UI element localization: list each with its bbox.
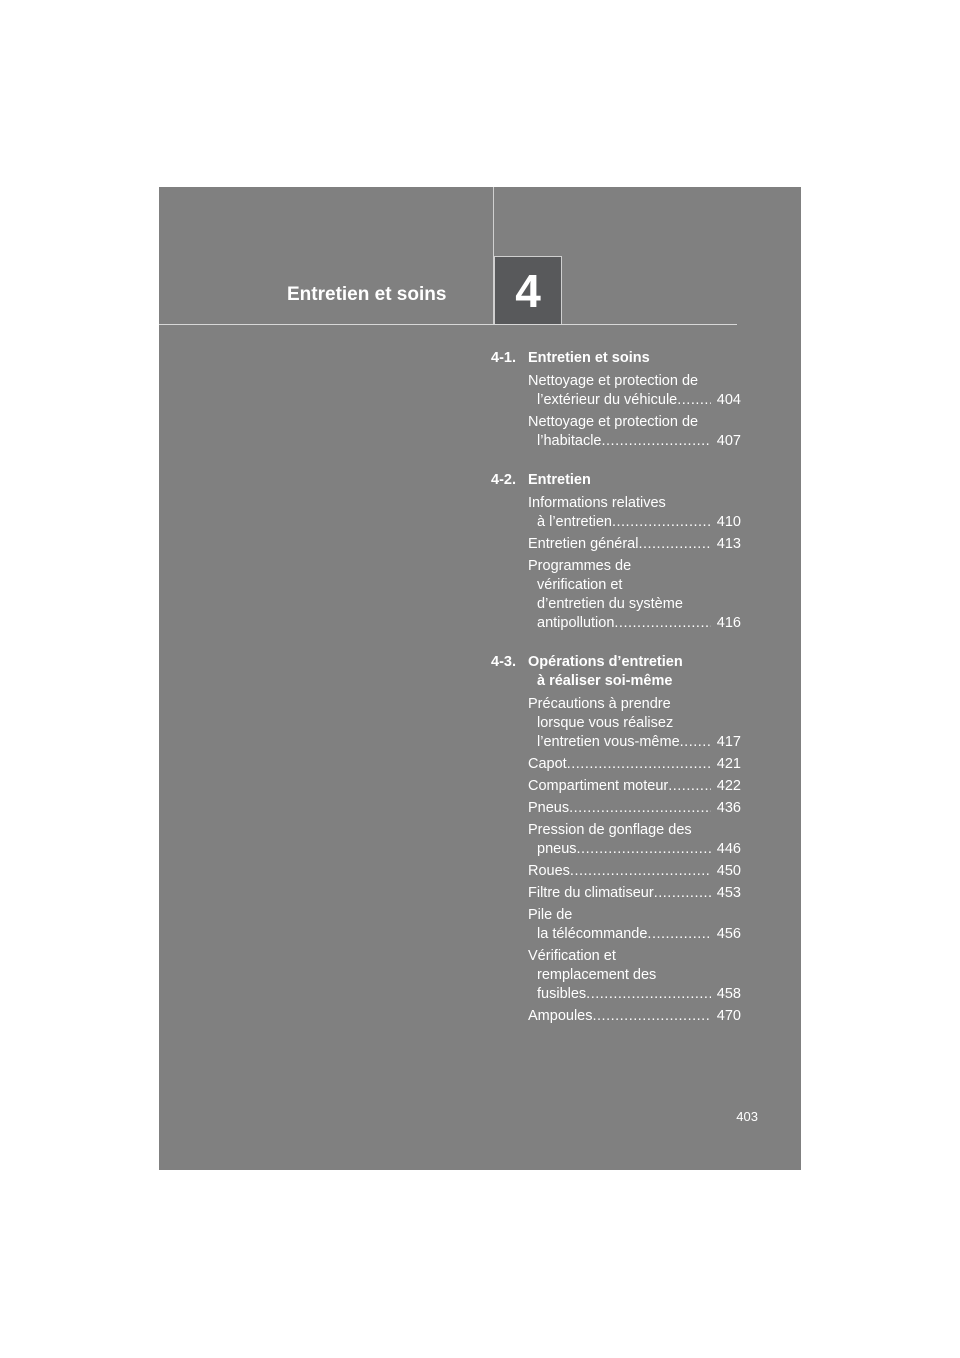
- toc-entry[interactable]: [528, 1007, 741, 1026]
- section-heading[interactable]: [491, 349, 741, 368]
- entry-text-line: l’extérieur du véhicule: [537, 392, 678, 408]
- entry-page-number: 458: [716, 986, 741, 1002]
- entry-text-line: Filtre du climatiseur: [528, 885, 654, 901]
- dot-leader: [569, 799, 711, 818]
- toc-entry[interactable]: [528, 413, 741, 451]
- entry-text-line: Nettoyage et protection de: [528, 373, 699, 389]
- entry-text-line: Compartiment moteur: [528, 778, 669, 794]
- toc-section: [491, 349, 741, 451]
- section-title-line: Opérations d’entretien: [528, 654, 683, 670]
- entry-text-line: vérification et: [537, 577, 623, 593]
- entry-text-line: Roues: [528, 863, 570, 879]
- dot-leader: [647, 925, 711, 944]
- entry-text-line: lorsque vous réalisez: [537, 715, 674, 731]
- toc-entry[interactable]: [528, 777, 741, 796]
- entry-text-line: Pneus: [528, 800, 570, 816]
- chapter-number: 4: [515, 264, 541, 317]
- dot-leader: [567, 755, 711, 774]
- toc-entry[interactable]: [528, 947, 741, 1004]
- entry-page-number: 410: [716, 514, 741, 530]
- entry-text-line: Pile de: [528, 907, 573, 923]
- section-title-line: Entretien et soins: [528, 350, 650, 366]
- divider-horizontal: [159, 324, 737, 325]
- section-title: [528, 471, 741, 490]
- entry-page-number: 470: [716, 1008, 741, 1024]
- entry-page-number: 413: [716, 536, 741, 552]
- section-title-line: Entretien: [528, 472, 591, 488]
- toc-entry[interactable]: [528, 695, 741, 752]
- entry-text-line: Entretien général: [528, 536, 639, 552]
- section-number: 4-3.: [491, 654, 516, 670]
- dot-leader: [638, 535, 711, 554]
- page-number: 403: [736, 1109, 758, 1124]
- entry-page-number: 422: [716, 778, 741, 794]
- entry-page-number: 404: [716, 392, 741, 408]
- entry-text-line: Programmes de: [528, 558, 632, 574]
- dot-leader: [677, 391, 711, 410]
- section-heading[interactable]: [491, 653, 741, 691]
- dot-leader: [680, 733, 711, 752]
- dot-leader: [592, 1007, 711, 1026]
- entry-page-number: 407: [716, 433, 741, 449]
- toc-entry[interactable]: [528, 884, 741, 903]
- toc-entry[interactable]: [528, 557, 741, 633]
- entry-text-line: Nettoyage et protection de: [528, 414, 699, 430]
- section-title-line: à réaliser soi-même: [537, 673, 673, 689]
- entry-page-number: 453: [716, 885, 741, 901]
- dot-leader: [614, 614, 711, 633]
- toc-section: [491, 471, 741, 633]
- dot-leader: [586, 985, 711, 1004]
- entry-text-line: Précautions à prendre: [528, 696, 671, 712]
- toc-entry[interactable]: [528, 821, 741, 859]
- entry-text-line: Ampoules: [528, 1008, 593, 1024]
- toc-entry[interactable]: [528, 799, 741, 818]
- dot-leader: [668, 777, 711, 796]
- toc-section: [491, 653, 741, 1026]
- dot-leader: [570, 862, 711, 881]
- entry-text-line: d’entretien du système: [537, 596, 683, 612]
- entry-text-line: Pression de gonflage des: [528, 822, 692, 838]
- entry-text-line: antipollution: [537, 615, 615, 631]
- entry-page-number: 417: [716, 734, 741, 750]
- entry-text-line: à l’entretien: [537, 514, 612, 530]
- section-title: [528, 653, 741, 691]
- table-of-contents: [491, 349, 741, 1046]
- toc-entry[interactable]: [528, 494, 741, 532]
- dot-leader: [577, 840, 711, 859]
- section-heading[interactable]: [491, 471, 741, 490]
- entry-page-number: 421: [716, 756, 741, 772]
- chapter-number-tab: [494, 256, 562, 324]
- entry-text-line: Informations relatives: [528, 495, 666, 511]
- entry-text-line: Vérification et: [528, 948, 616, 964]
- entry-text-line: remplacement des: [537, 967, 657, 983]
- section-number: 4-1.: [491, 350, 516, 366]
- section-title: [528, 349, 741, 368]
- entry-text-line: Capot: [528, 756, 567, 772]
- entry-page-number: 450: [716, 863, 741, 879]
- entry-page-number: 456: [716, 926, 741, 942]
- toc-entry[interactable]: [528, 862, 741, 881]
- toc-entry[interactable]: [528, 535, 741, 554]
- toc-entry[interactable]: [528, 372, 741, 410]
- section-number: 4-2.: [491, 472, 516, 488]
- entry-text-line: pneus: [537, 841, 577, 857]
- chapter-title: Entretien et soins: [287, 284, 447, 305]
- entry-text-line: l’entretien vous-même: [537, 734, 680, 750]
- entry-text-line: l’habitacle: [537, 433, 602, 449]
- dot-leader: [654, 884, 711, 903]
- entry-page-number: 436: [716, 800, 741, 816]
- toc-entry[interactable]: [528, 906, 741, 944]
- toc-entry[interactable]: [528, 755, 741, 774]
- entry-text-line: la télécommande: [537, 926, 648, 942]
- entry-page-number: 446: [716, 841, 741, 857]
- entry-text-line: fusibles: [537, 986, 587, 1002]
- dot-leader: [612, 513, 711, 532]
- entry-page-number: 416: [716, 615, 741, 631]
- dot-leader: [602, 432, 712, 451]
